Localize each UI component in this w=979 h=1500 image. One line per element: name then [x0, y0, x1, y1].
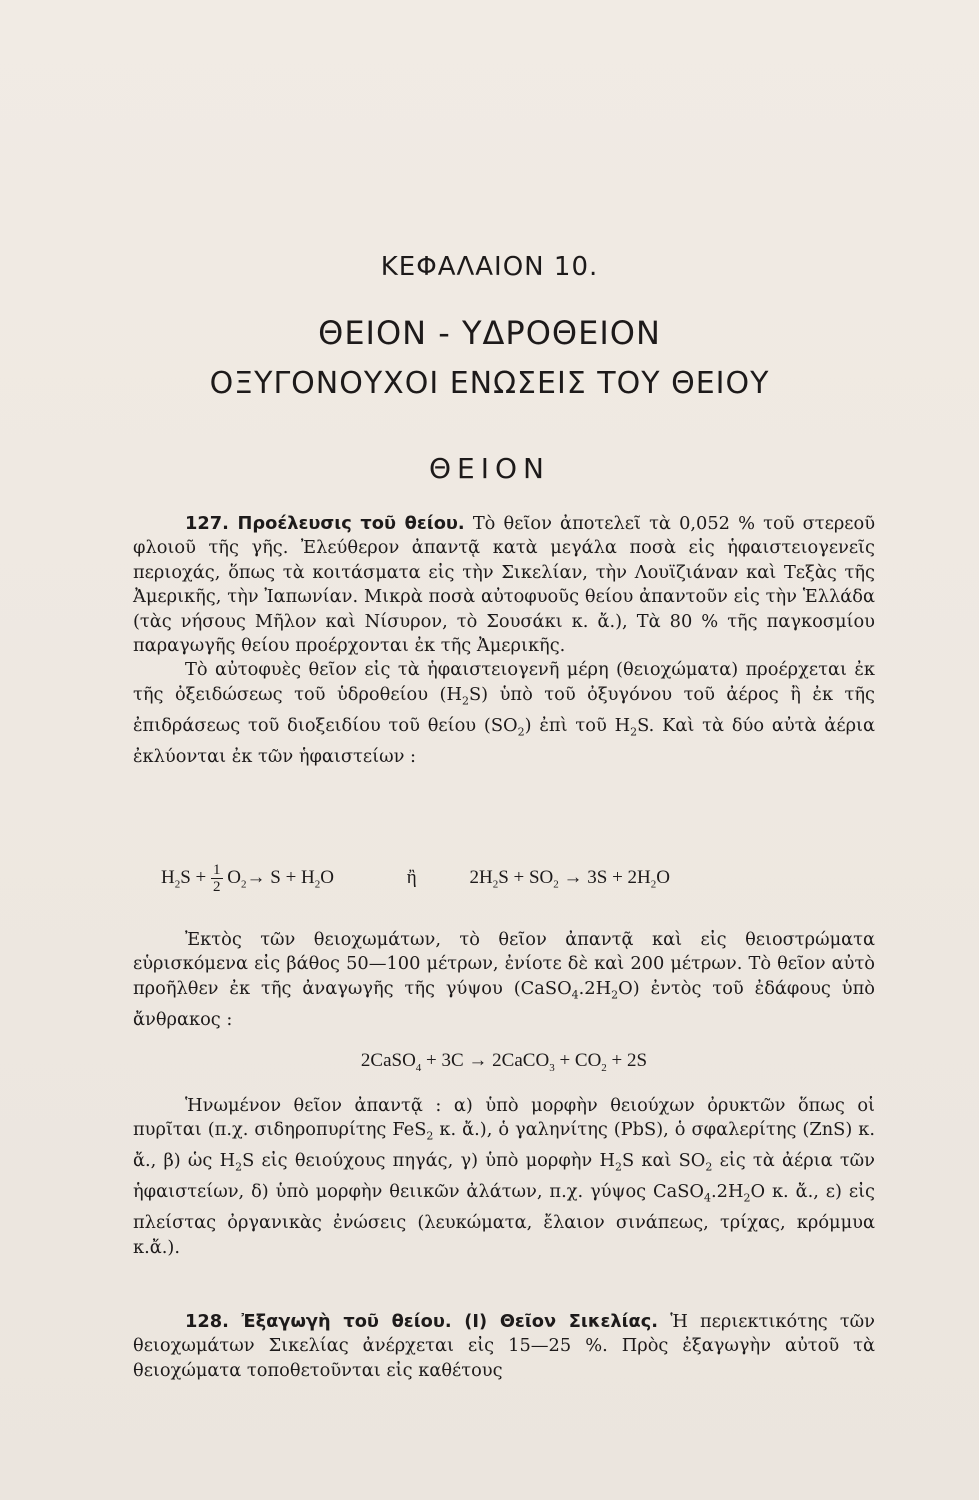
paragraph-128-text: Ἡ περιεκτικότης τῶν θειοχωμάτων Σικελίας ἀνέρχεται εἰς 15—25 %. Πρὸς ἐξαγωγὴν αὐτοῦ τὰ θειοχώματα τοποθετοῦνται εἰς καθέτους — [133, 1311, 875, 1381]
equation-1: $H_2S$ + $\frac{1}{2}$ $O_2\to S + H_2O$ ἢ $2H_2S + SO_2 \to 3S + 2H_2O$ — [161, 862, 671, 895]
paragraph-128 — [133, 1310, 875, 1383]
paragraph-127-heading: 127. Προέλευσις τοῦ θείου. — [185, 513, 465, 534]
section-title: ΘΕΙΟΝ — [429, 452, 550, 485]
chapter-title-line-2: ΟΞΥΓΟΝΟΥΧΟΙ ΕΝΩΣΕΙΣ ΤΟΥ ΘΕΙΟΥ — [209, 366, 770, 401]
chapter-title-line-1: ΘΕΙΟΝ - ΥΔΡΟΘΕΙΟΝ — [318, 314, 661, 352]
chapter-heading: ΚΕΦΑΛΑΙΟΝ 10. — [380, 252, 599, 282]
paragraph-127 — [133, 512, 875, 769]
paragraph-h2s-origin: Τὸ αὐτοφυὲς θεῖον εἰς τὰ ἡφαιστειογενῆ μέρη (θειοχώματα) προέρχεται ἐκ τῆς ὀξειδώσεως τοῦ ὑδροθείου $(H_2S)$ ὑπὸ τοῦ ὀξυγόνου τοῦ ἀέρος ἢ ἐκ τῆς ἐπιδράσεως τοῦ διοξειδίου τοῦ θείου $(SO_2)$ ἐπὶ τοῦ $H_2S$. Καὶ τὰ δύο αὐτὰ ἀέρια ἐκλύονται ἐκ τῶν ἡφαιστείων : — [133, 659, 876, 767]
paragraph-sulfur-layers: Ἐκτὸς τῶν θειοχωμάτων, τὸ θεῖον ἀπαντᾷ καὶ εἰς θειοστρώματα εὑρισκόμενα εἰς βάθος 50—100 μέτρων, ἐνίοτε δὲ καὶ 200 μέτρων. Τὸ θεῖον αὐτὸ προῆλθεν ἐκ τῆς ἀναγωγῆς τῆς γύψου $(CaSO_4.2H_2O)$ ἐντὸς τοῦ ἐδάφους ὑπὸ ἄνθρακος : — [133, 929, 875, 1030]
paragraph-128-heading: 128. Ἐξαγωγὴ τοῦ θείου. (I) Θεῖον Σικελίας. — [185, 1311, 659, 1332]
paragraph-combined-sulfur: Ἡνωμένον θεῖον ἀπαντᾷ : α) ὑπὸ μορφὴν θειούχων ὀρυκτῶν ὅπως οἱ πυρῖται (π.χ. σιδηροπυρίτης FeS$_2$ κ. ἄ.), ὁ γαληνίτης (PbS), ὁ σφαλερίτης (ZnS) κ. ἄ., β) ὡς $H_2S$ εἰς θειούχους πηγάς, γ) ὑπὸ μορφὴν $H_2S$ καὶ $SO_2$ εἰς τὰ ἀέρια τῶν ἡφαιστείων, δ) ὑπὸ μορφὴν θειικῶν ἀλάτων, π.χ. γύψος $CaSO_4.2H_2O$ κ. ἄ., ε) εἰς πλείστας ὀργανικὰς ἐνώσεις (λευκώματα, ἔλαιον σινάπεως, τρίχας, κρόμμυα κ.ἄ.). — [133, 1095, 875, 1258]
fraction-one-half: $\frac{1}{2}$ — [213, 862, 221, 895]
paragraph-127-text: Τὸ θεῖον ἀποτελεῖ τὰ 0,052 % τοῦ στερεοῦ φλοιοῦ τῆς γῆς. Ἐλεύθερον ἀπαντᾷ κατὰ μεγάλα ποσὰ εἰς ἡφαιστειογενεῖς περιοχάς, ὅπως τὰ κοιτάσματα εἰς τὴν Σικελίαν, τὴν Λουϊζιάναν καὶ Τεξὰς τῆς Ἀμερικῆς, τὴν Ἰαπωνίαν. Μικρὰ ποσὰ αὐτοφυοῦς θείου ἀπαντοῦν εἰς τὴν Ἑλλάδα (τὰς νήσους Μῆλον καὶ Νίσυρον, τὸ Σουσάκι κ. ἄ.), Τὰ 80 % τῆς παγκοσμίου παραγωγῆς θείου προέρχονται ἐκ τῆς Ἀμερικῆς. — [133, 513, 876, 657]
equation-2: 2CaSO$_4$ + 3C → 2CaCO$_3$ + $CO_2 + 2S$ — [360, 1050, 648, 1074]
